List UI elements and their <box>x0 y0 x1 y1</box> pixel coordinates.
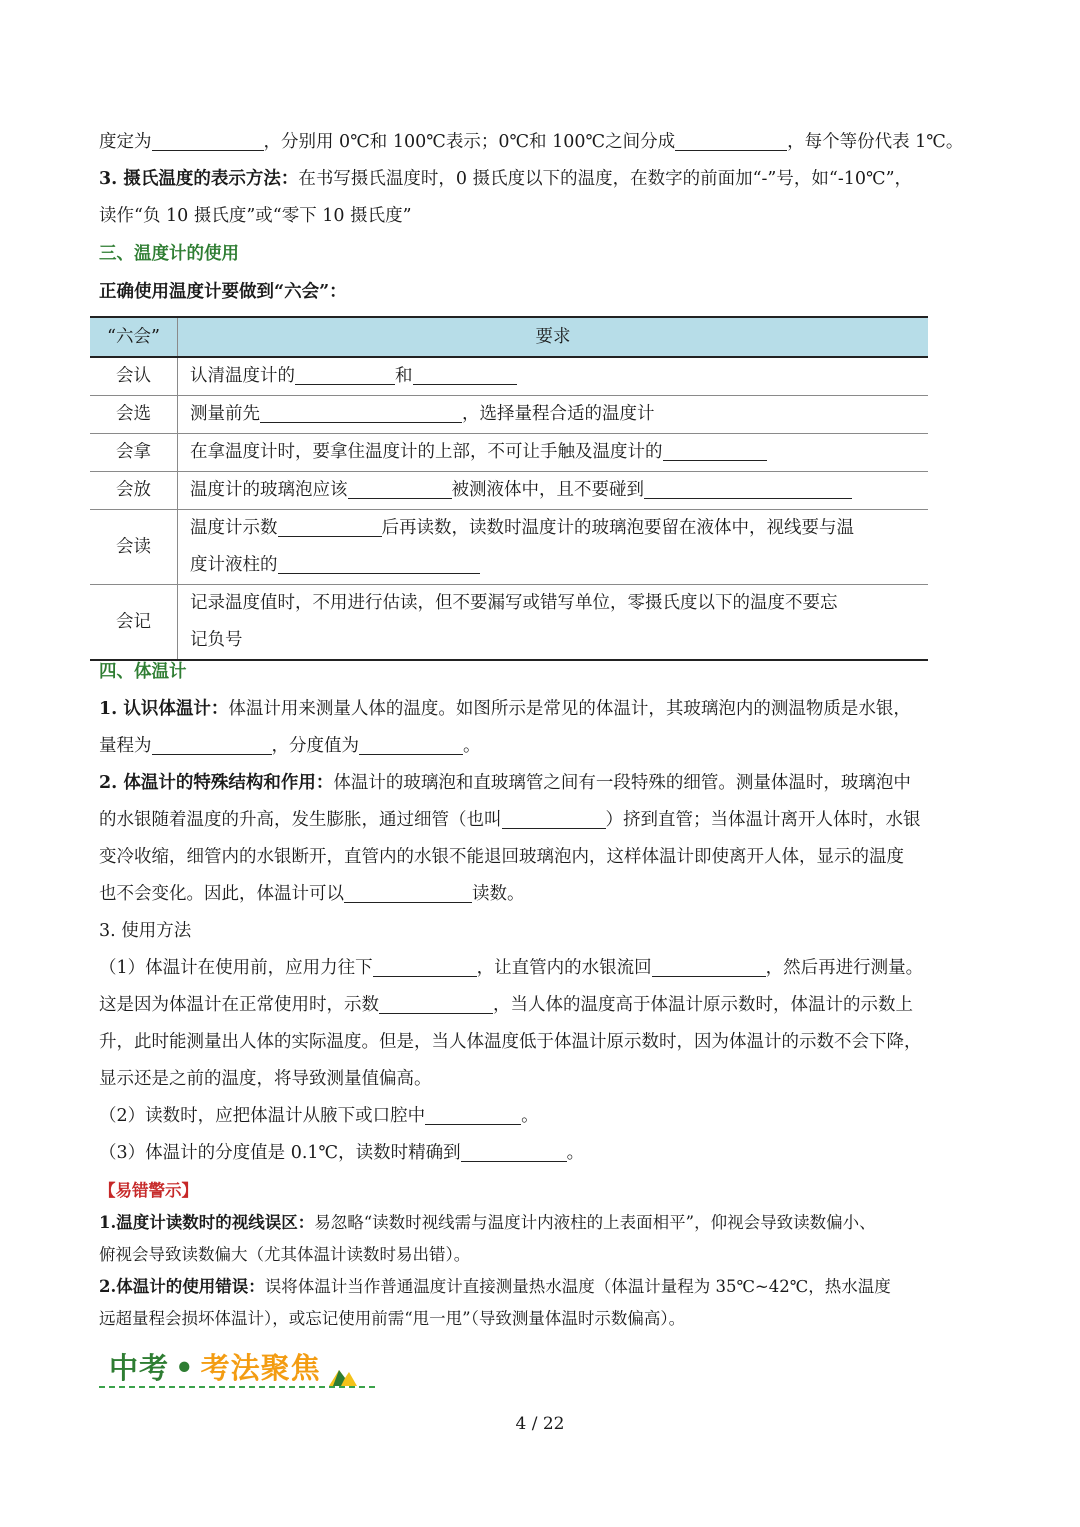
blank <box>278 551 480 574</box>
para-celsius-definition: 度定为 ，分别用 0℃和 100℃表示；0℃和 100℃之间分成 ，每个等份代表 1℃。 <box>99 124 983 161</box>
header-six-skills: “六会” <box>90 317 178 357</box>
section-3-intro: 正确使用温度计要做到“六会”： <box>99 282 347 302</box>
page-number: 4 / 22 <box>515 1414 565 1434</box>
para-special-structure: 2. 体温计的特殊结构和作用：体温计的玻璃泡和直玻璃管之间有一段特殊的细管。测量体温时，玻璃泡中 的水银随着温度的升高，发生膨胀，通过细管（也叫 ）挤到直管；当体温计离开人体时，水银 变冷收缩，细管内的水银断开，直管内的水银不能退回玻璃泡内，这样体温计即使离开人体，显示的温度 也不会变化。因此，体温计可以 读数。 <box>99 773 921 904</box>
blank <box>675 128 787 151</box>
para-thermometer-intro: 1. 认识体温计：体温计用来测量人体的温度。如图所示是常见的体温计，其玻璃泡内的测温物质是水银， 量程为 ，分度值为 。 <box>99 699 911 756</box>
blank <box>663 438 767 461</box>
blank <box>413 362 517 385</box>
table-row: 会选 测量前先 ，选择量程合适的温度计 <box>90 396 928 434</box>
para-usage: 3. 使用方法 （1）体温计在使用前，应用力往下 ，让直管内的水银流回 ，然后再进行测量。 这是因为体温计在正常使用时，示数 ，当人体的温度高于体温计原示数时，体温计的示数上 升，此时能测量出人体的实际温度。但是，当人体温度低于体温计原示数时，因为体温计的示数不会下降， 显示还是之前的温度，将导致测量值偏高。 （2）读数时，应把体温计从腋下或口腔中 。 （3）体温计的分度值是 0.1℃，读数时精确到 。 <box>99 921 924 1163</box>
blank <box>295 362 395 385</box>
header-requirements: 要求 <box>178 317 929 357</box>
blank <box>152 732 272 755</box>
section-3-title: 三、温度计的使用 <box>99 244 239 264</box>
blank <box>348 476 452 499</box>
blank <box>425 1102 521 1125</box>
blank <box>461 1139 567 1162</box>
blank <box>644 476 852 499</box>
blank <box>344 880 472 903</box>
table-row: 会认 认清温度计的 和 <box>90 357 928 396</box>
blank <box>373 954 477 977</box>
blank <box>652 954 766 977</box>
table-row: 会记 记录温度值时，不用进行估读，但不要漏写或错写单位，零摄氏度以下的温度不要忘 记负号 <box>90 585 928 661</box>
blank <box>278 514 382 537</box>
table-header-row <box>90 317 928 357</box>
table-row: 会读 温度计示数 后再读数，读数时温度计的玻璃泡要留在液体中，视线要与温 度计液柱的 <box>90 510 928 585</box>
para-celsius-method: 3. 摄氏温度的表示方法：在书写摄氏温度时，0 摄氏度以下的温度，在数字的前面加“-”号，如“-10℃”， 读作“负 10 摄氏度”或“零下 10 摄氏度” <box>99 169 913 226</box>
table-row: 会拿 在拿温度计时，要拿住温度计的上部，不可让手触及温度计的 <box>90 434 928 472</box>
error-warning-box: 【易错警示】 1.温度计读数时的视线误区：易忽略“读数时视线需与温度计内液柱的上表面相平”，仰视会导致读数偏小、 俯视会导致读数偏大（尤其体温计读数时易出错）。 2.体温计的使用错误：误将体温计当作普通温度计直接测量热水温度（体温计量程为 35℃~42℃，热水温度 远超量程会损坏体温计），或忘记使用前需“甩一甩”（导致测量体温时示数偏高）。 <box>99 1181 891 1328</box>
blank <box>379 991 493 1014</box>
blank <box>152 128 264 151</box>
table-row: 会放 温度计的玻璃泡应该 被测液体中，且不要碰到 <box>90 472 928 510</box>
banner-underline <box>99 1386 375 1388</box>
mountain-icon <box>329 1364 357 1386</box>
section-4-title: 四、体温计 <box>99 662 187 682</box>
blank <box>359 732 463 755</box>
six-skills-table <box>90 316 928 661</box>
blank <box>260 400 462 423</box>
blank <box>502 806 606 829</box>
exam-focus-banner: 中考 • 考法聚焦 <box>99 1346 379 1392</box>
